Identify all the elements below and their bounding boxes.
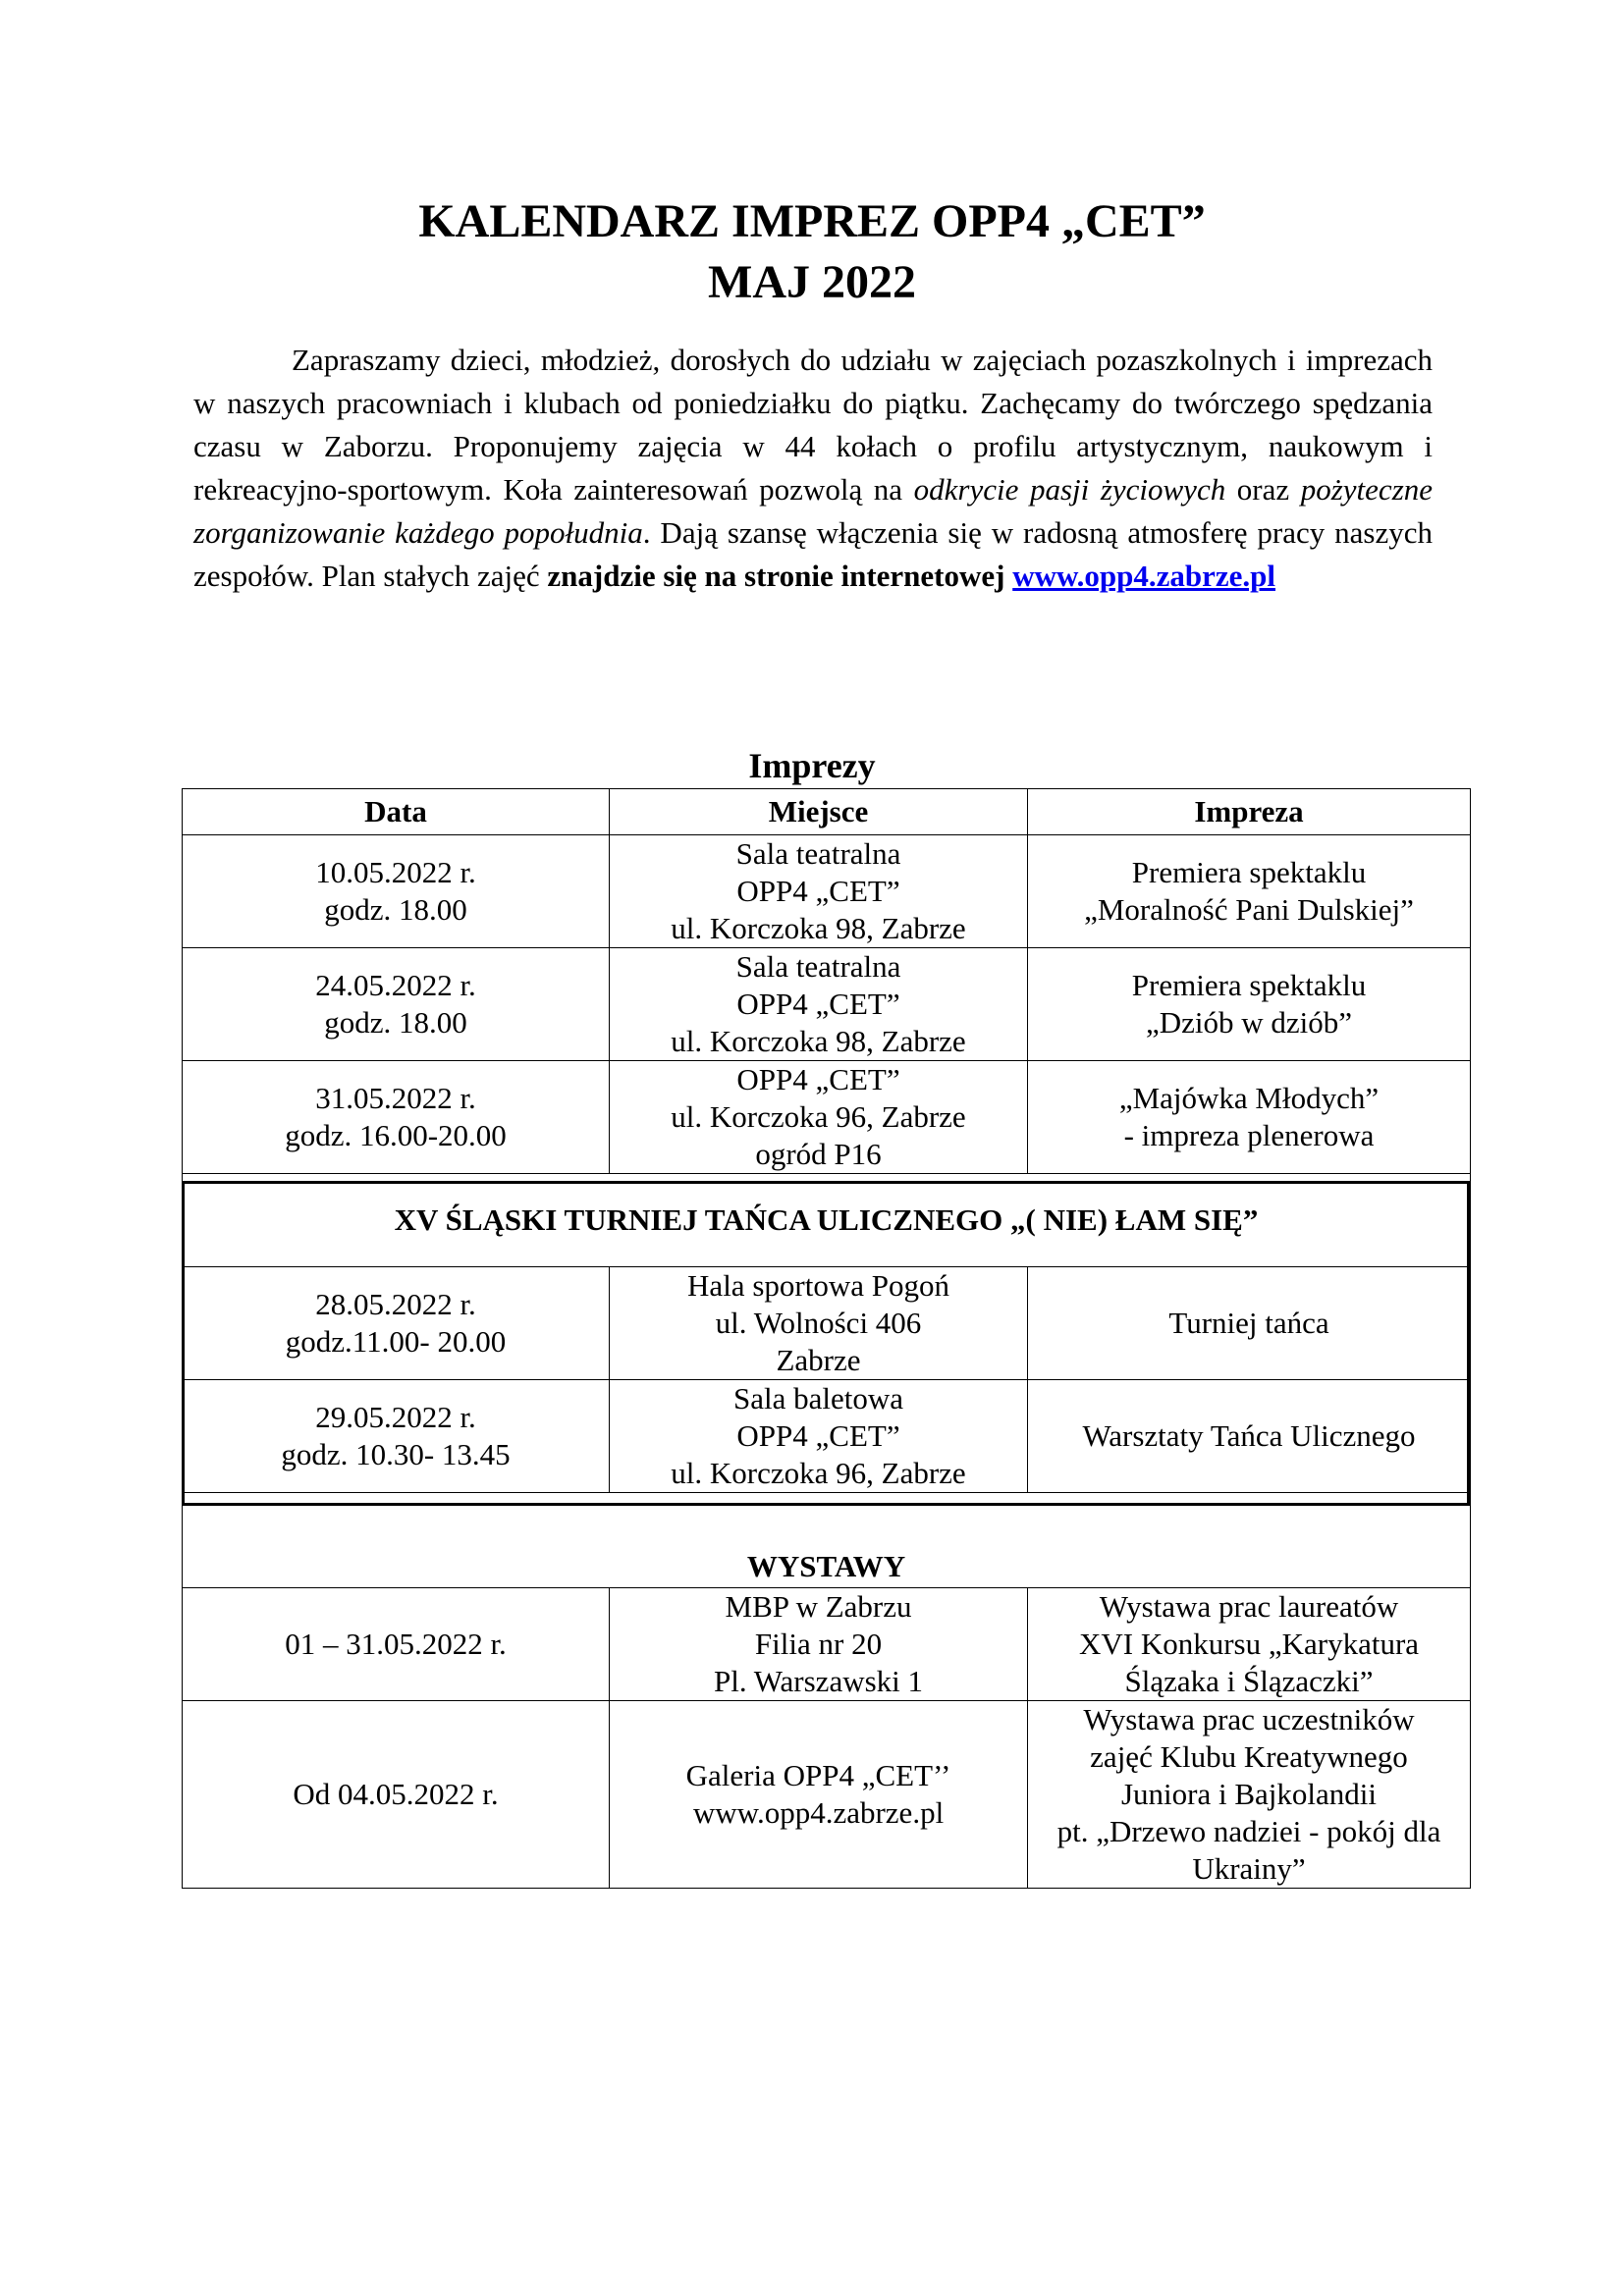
place-line: www.opp4.zabrze.pl — [692, 1795, 945, 1830]
event-line: „Moralność Pani Dulskiej” — [1084, 892, 1414, 927]
date-cell — [183, 835, 610, 948]
place-cell — [610, 1380, 1028, 1493]
event-line: Premiera spektaklu — [1131, 968, 1367, 1002]
table-row — [183, 1701, 1471, 1889]
table-header-row — [183, 789, 1471, 835]
time-line: godz. 16.00-20.00 — [285, 1118, 507, 1152]
header-place: Miejsce — [610, 789, 1028, 835]
intro-paragraph — [193, 339, 1433, 598]
title-line-1: KALENDARZ IMPREZ OPP4 „CET” — [418, 195, 1206, 247]
event-line: Wystawa prac uczestników — [1083, 1702, 1415, 1736]
event-cell — [1028, 1061, 1471, 1174]
title-line-2: MAJ 2022 — [708, 256, 916, 308]
event-line: XVI Konkursu „Karykatura — [1078, 1627, 1420, 1661]
event-cell — [1028, 1380, 1471, 1493]
date-line: 28.05.2022 r. — [315, 1287, 476, 1321]
tournament-title: XV ŚLĄSKI TURNIEJ TAŃCA ULICZNEGO „( NIE) ŁAM SIĘ” — [183, 1174, 1471, 1267]
intro-italic-2: pożyteczne zorganizowanie każdego popołudnia — [193, 472, 1434, 550]
time-line: godz.11.00- 20.00 — [285, 1324, 507, 1359]
page-title — [0, 191, 1624, 313]
place-line: ogród P16 — [755, 1137, 882, 1171]
event-line: „Majówka Młodych” — [1118, 1081, 1380, 1115]
date-line: Od 04.05.2022 r. — [293, 1777, 499, 1811]
event-line: Ukrainy” — [1192, 1851, 1306, 1886]
place-line: Galeria OPP4 „CET’’ — [685, 1758, 951, 1792]
intro-bold: znajdzie się na stronie internetowej — [547, 559, 1005, 593]
place-line: Zabrze — [776, 1343, 861, 1377]
exhibitions-title: WYSTAWY — [183, 1493, 1471, 1588]
event-cell — [1028, 835, 1471, 948]
table-row — [183, 1380, 1471, 1493]
date-line: 31.05.2022 r. — [315, 1081, 476, 1115]
event-line: Premiera spektaklu — [1131, 855, 1367, 889]
event-cell — [1028, 1701, 1471, 1889]
date-cell — [183, 1588, 610, 1701]
event-cell — [1028, 1267, 1471, 1380]
date-line: 01 – 31.05.2022 r. — [285, 1627, 507, 1661]
date-line: 29.05.2022 r. — [315, 1400, 476, 1434]
table-row — [183, 1267, 1471, 1380]
event-line: Warsztaty Tańca Ulicznego — [1082, 1418, 1416, 1453]
event-cell — [1028, 948, 1471, 1061]
website-link[interactable]: www.opp4.zabrze.pl — [1012, 559, 1276, 593]
place-cell — [610, 835, 1028, 948]
date-cell — [183, 948, 610, 1061]
place-line: OPP4 „CET” — [736, 1418, 900, 1453]
place-cell — [610, 1061, 1028, 1174]
events-table — [182, 788, 1471, 1889]
event-line: Wystawa prac laureatów — [1099, 1589, 1399, 1624]
date-line: 24.05.2022 r. — [315, 968, 476, 1002]
event-line: „Dziób w dziób” — [1145, 1005, 1353, 1040]
place-line: OPP4 „CET” — [736, 1062, 900, 1096]
place-line: OPP4 „CET” — [736, 874, 900, 908]
event-line: Ślązaka i Ślązaczki” — [1124, 1664, 1374, 1698]
place-line: Sala teatralna — [735, 949, 901, 984]
event-line: Juniora i Bajkolandii — [1120, 1777, 1378, 1811]
date-line: 10.05.2022 r. — [315, 855, 476, 889]
intro-text-2: oraz — [1225, 472, 1301, 507]
event-line: pt. „Drzewo nadziei - pokój dla — [1056, 1814, 1441, 1848]
place-line: Pl. Warszawski 1 — [713, 1664, 924, 1698]
table-row — [183, 1061, 1471, 1174]
intro-text-3: . Dają szansę włączenia się w radosną atmosferę pracy naszych zespołów. Plan stałych zajęć — [193, 515, 1433, 593]
tournament-header-row — [183, 1174, 1471, 1267]
place-line: Filia nr 20 — [754, 1627, 883, 1661]
time-line: godz. 18.00 — [324, 1005, 467, 1040]
place-cell — [610, 948, 1028, 1061]
place-line: ul. Korczoka 98, Zabrze — [671, 1024, 966, 1058]
date-cell — [183, 1267, 610, 1380]
section-title: Imprezy — [748, 746, 876, 785]
date-cell — [183, 1380, 610, 1493]
place-line: ul. Korczoka 96, Zabrze — [671, 1456, 966, 1490]
place-cell — [610, 1588, 1028, 1701]
table-row — [183, 835, 1471, 948]
time-line: godz. 10.30- 13.45 — [281, 1437, 511, 1471]
time-line: godz. 18.00 — [324, 892, 467, 927]
intro-italic-1: odkrycie pasji życiowych — [913, 472, 1226, 507]
place-cell — [610, 1267, 1028, 1380]
intro-text-1: Zapraszamy dzieci, młodzież, dorosłych do udziału w zajęciach pozaszkolnych i imprezach w naszych pracowniach i klubach od poniedziałku do piątku. Zachęcamy do twórczego spędzania czasu w Zaborzu. Proponujemy zajęcia w 44 kołach o profilu artystycznym, naukowym i rekreacyjno-sportowym. Koła zainteresowań pozwolą na — [193, 343, 1433, 507]
date-cell — [183, 1701, 610, 1889]
place-line: MBP w Zabrzu — [725, 1589, 912, 1624]
header-event: Impreza — [1028, 789, 1471, 835]
place-line: Sala baletowa — [732, 1381, 903, 1415]
place-line: Sala teatralna — [735, 836, 901, 871]
date-cell — [183, 1061, 610, 1174]
place-cell — [610, 1701, 1028, 1889]
table-row — [183, 1588, 1471, 1701]
place-line: Hala sportowa Pogoń — [687, 1268, 949, 1303]
header-date: Data — [183, 789, 610, 835]
event-line: zajęć Klubu Kreatywnego — [1090, 1739, 1408, 1774]
place-line: ul. Wolności 406 — [715, 1306, 922, 1340]
place-line: OPP4 „CET” — [736, 987, 900, 1021]
event-cell — [1028, 1588, 1471, 1701]
exhibitions-header-row — [183, 1493, 1471, 1588]
place-line: ul. Korczoka 98, Zabrze — [671, 911, 966, 945]
event-line: - impreza plenerowa — [1123, 1118, 1375, 1152]
place-line: ul. Korczoka 96, Zabrze — [671, 1099, 966, 1134]
event-line: Turniej tańca — [1168, 1306, 1329, 1340]
table-row — [183, 948, 1471, 1061]
